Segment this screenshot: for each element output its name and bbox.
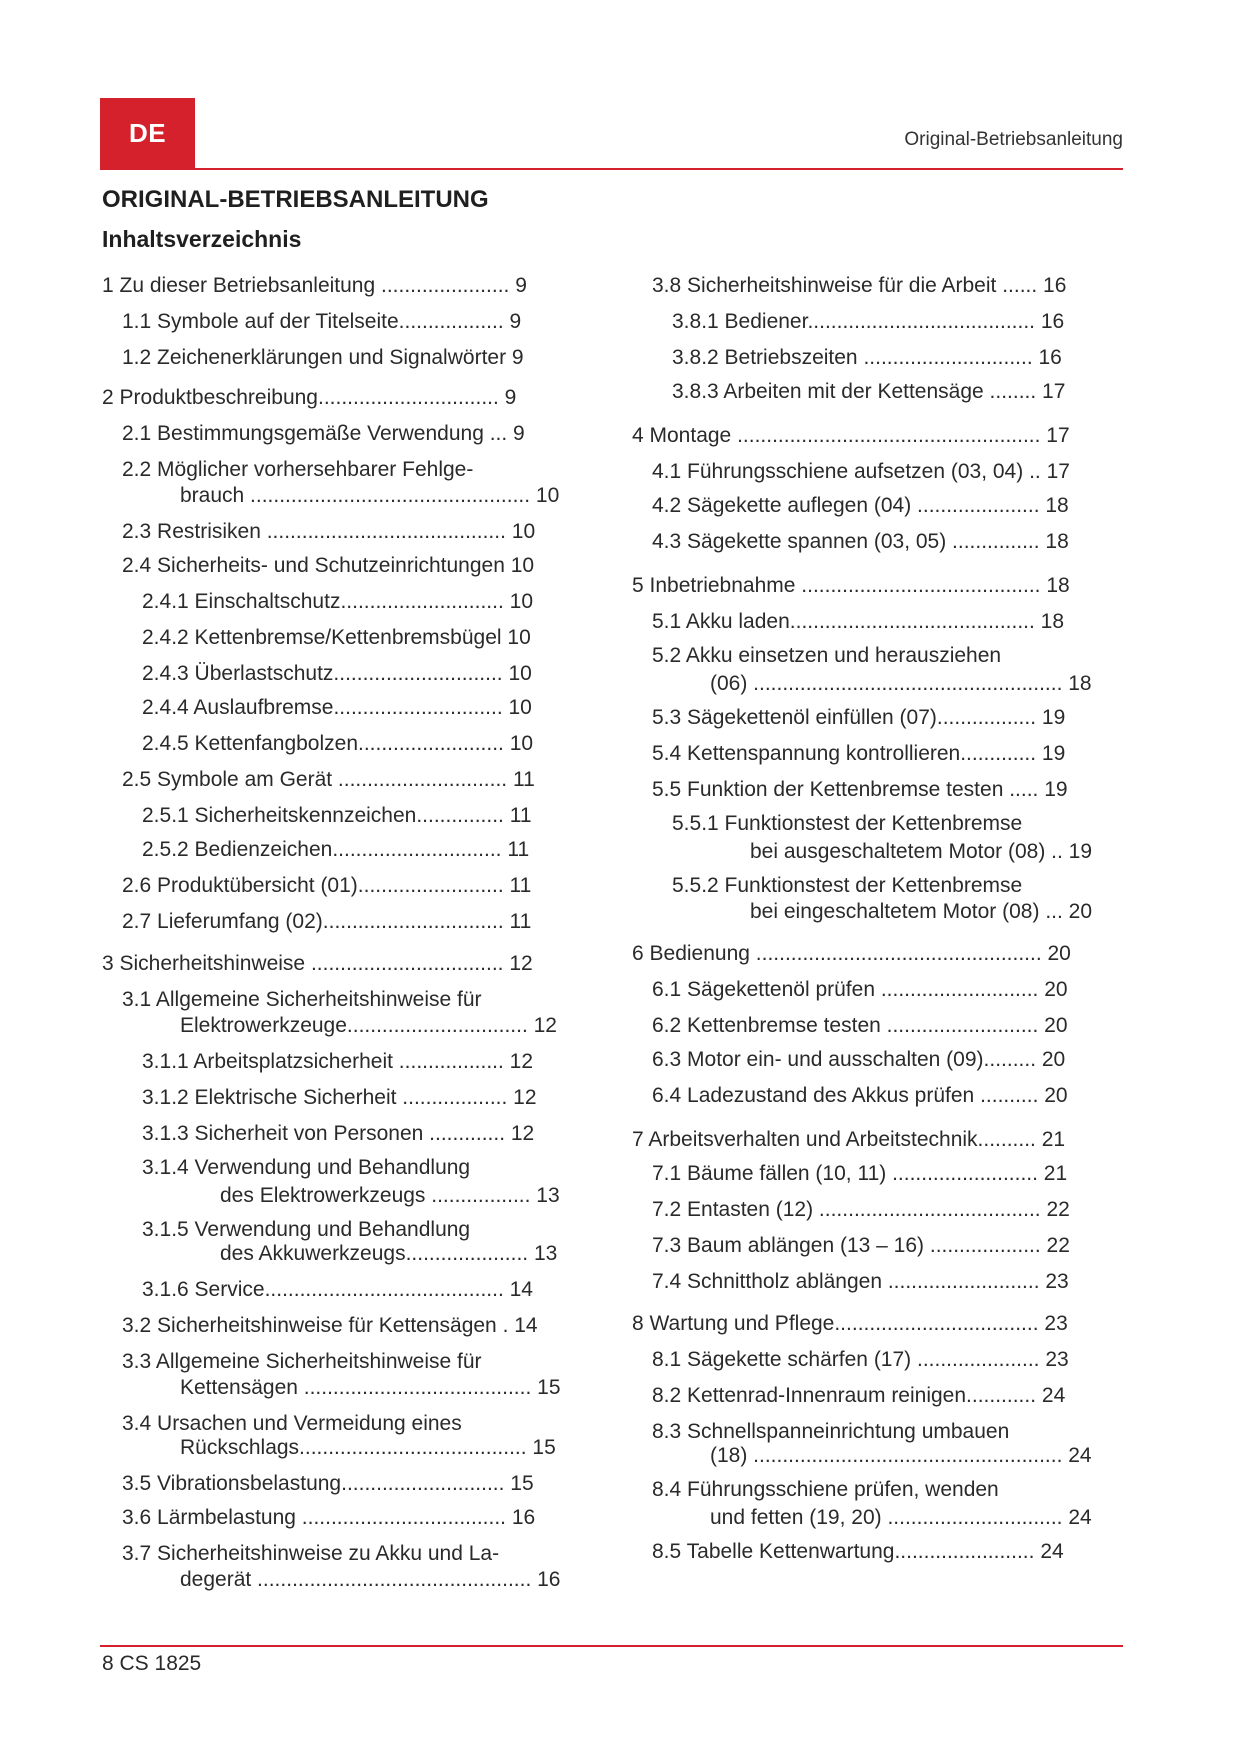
toc-entry[interactable]: 2.4.3 Überlastschutz............................. 10 bbox=[142, 662, 532, 685]
toc-entry[interactable]: 5.1 Akku laden.......................................... 18 bbox=[652, 610, 1065, 633]
language-badge: DE bbox=[100, 98, 195, 168]
toc-entry[interactable]: 6.4 Ladezustand des Akkus prüfen .......... 20 bbox=[652, 1084, 1068, 1107]
toc-entry[interactable]: 7.2 Entasten (12) ...................................... 22 bbox=[652, 1198, 1070, 1221]
toc-entry[interactable]: 3.1.3 Sicherheit von Personen ............. 12 bbox=[142, 1122, 535, 1145]
toc-entry-continuation[interactable]: degerät ............................................... 16 bbox=[180, 1568, 561, 1591]
toc-entry[interactable]: 2 Produktbeschreibung............................... 9 bbox=[102, 386, 517, 409]
toc-entry[interactable]: 2.4.5 Kettenfangbolzen......................... 10 bbox=[142, 732, 534, 755]
toc-entry[interactable]: 3.3 Allgemeine Sicherheitshinweise für bbox=[122, 1350, 482, 1373]
toc-entry[interactable]: 3.4 Ursachen und Vermeidung eines bbox=[122, 1412, 462, 1435]
toc-entry[interactable]: 3.1.5 Verwendung und Behandlung bbox=[142, 1218, 471, 1241]
toc-entry[interactable]: 5.3 Sägekettenöl einfüllen (07)................. 19 bbox=[652, 706, 1066, 729]
toc-entry[interactable]: 8.5 Tabelle Kettenwartung........................ 24 bbox=[652, 1540, 1064, 1563]
running-title: Original-Betriebsanleitung bbox=[904, 129, 1123, 150]
toc-entry[interactable]: 4.2 Sägekette auflegen (04) ..................... 18 bbox=[652, 494, 1069, 517]
toc-entry[interactable]: 8 Wartung und Pflege................................... 23 bbox=[632, 1312, 1068, 1335]
toc-entry[interactable]: 3.2 Sicherheitshinweise für Kettensägen . 14 bbox=[122, 1314, 538, 1337]
toc-entry[interactable]: 2.7 Lieferumfang (02)............................... 11 bbox=[122, 910, 532, 933]
toc-entry[interactable]: 7.1 Bäume fällen (10, 11) ......................... 21 bbox=[652, 1162, 1068, 1185]
toc-entry[interactable]: 3.7 Sicherheitshinweise zu Akku und La- bbox=[122, 1542, 500, 1565]
toc-entry[interactable]: 7.4 Schnittholz ablängen .......................... 23 bbox=[652, 1270, 1069, 1293]
toc-entry[interactable]: 2.4 Sicherheits- und Schutzeinrichtungen 10 bbox=[122, 554, 535, 577]
toc-entry[interactable]: 6 Bedienung ................................................. 20 bbox=[632, 942, 1071, 965]
toc-entry[interactable]: 3.1.2 Elektrische Sicherheit .................. 12 bbox=[142, 1086, 537, 1109]
document-title: ORIGINAL-BETRIEBSANLEITUNG bbox=[102, 186, 489, 213]
toc-entry[interactable]: 2.4.1 Einschaltschutz............................ 10 bbox=[142, 590, 534, 613]
toc-entry-continuation[interactable]: des Akkuwerkzeugs..................... 13 bbox=[220, 1242, 558, 1265]
toc-entry[interactable]: 8.1 Sägekette schärfen (17) ..................... 23 bbox=[652, 1348, 1069, 1371]
toc-entry[interactable]: 6.1 Sägekettenöl prüfen ........................... 20 bbox=[652, 978, 1068, 1001]
toc-entry[interactable]: 3.8.2 Betriebszeiten ............................. 16 bbox=[672, 346, 1062, 369]
toc-entry[interactable]: 7 Arbeitsverhalten und Arbeitstechnik.......... 21 bbox=[632, 1128, 1066, 1151]
toc-entry-continuation[interactable]: des Elektrowerkzeugs ................. 13 bbox=[220, 1184, 560, 1207]
toc-entry[interactable]: 8.4 Führungsschiene prüfen, wenden bbox=[652, 1478, 999, 1501]
toc-entry-continuation[interactable]: brauch ................................................ 10 bbox=[180, 484, 560, 507]
toc-entry[interactable]: 5.5.1 Funktionstest der Kettenbremse bbox=[672, 812, 1023, 835]
toc-entry[interactable]: 8.3 Schnellspanneinrichtung umbauen bbox=[652, 1420, 1010, 1443]
toc-entry[interactable]: 3.5 Vibrationsbelastung............................ 15 bbox=[122, 1472, 534, 1495]
toc-entry[interactable]: 2.1 Bestimmungsgemäße Verwendung ... 9 bbox=[122, 422, 525, 445]
toc-entry-continuation[interactable]: bei eingeschaltetem Motor (08) ... 20 bbox=[750, 900, 1093, 923]
toc-entry[interactable]: 3.1 Allgemeine Sicherheitshinweise für bbox=[122, 988, 482, 1011]
toc-entry[interactable]: 5.5 Funktion der Kettenbremse testen ..... 19 bbox=[652, 778, 1068, 801]
toc-entry-continuation[interactable]: (06) ..................................................... 18 bbox=[710, 672, 1092, 695]
toc-entry[interactable]: 2.6 Produktübersicht (01)......................... 11 bbox=[122, 874, 532, 897]
toc-entry[interactable]: 1.1 Symbole auf der Titelseite.................. 9 bbox=[122, 310, 522, 333]
toc-entry[interactable]: 3.8.1 Bediener....................................... 16 bbox=[672, 310, 1065, 333]
header-rule bbox=[100, 168, 1123, 170]
toc-entry[interactable]: 3.1.6 Service......................................... 14 bbox=[142, 1278, 533, 1301]
toc-entry-continuation[interactable]: Rückschlags....................................... 15 bbox=[180, 1436, 556, 1459]
toc-entry-continuation[interactable]: Kettensägen ....................................... 15 bbox=[180, 1376, 561, 1399]
toc-entry[interactable]: 2.3 Restrisiken ......................................... 10 bbox=[122, 520, 536, 543]
toc-entry[interactable]: 4.3 Sägekette spannen (03, 05) ............... 18 bbox=[652, 530, 1069, 553]
toc-entry[interactable]: 3.1.1 Arbeitsplatzsicherheit .................. 12 bbox=[142, 1050, 534, 1073]
toc-entry[interactable]: 4 Montage .................................................... 17 bbox=[632, 424, 1070, 447]
toc-entry[interactable]: 1.2 Zeichenerklärungen und Signalwörter 9 bbox=[122, 346, 524, 369]
toc-entry[interactable]: 1 Zu dieser Betriebsanleitung ...................... 9 bbox=[102, 274, 527, 297]
toc-entry[interactable]: 3.6 Lärmbelastung ................................... 16 bbox=[122, 1506, 536, 1529]
toc-entry[interactable]: 6.2 Kettenbremse testen .......................... 20 bbox=[652, 1014, 1068, 1037]
toc-entry[interactable]: 7.3 Baum ablängen (13 – 16) ................... 22 bbox=[652, 1234, 1070, 1257]
toc-entry[interactable]: 3.1.4 Verwendung und Behandlung bbox=[142, 1156, 471, 1179]
toc-entry[interactable]: 5.5.2 Funktionstest der Kettenbremse bbox=[672, 874, 1023, 897]
toc-heading: Inhaltsverzeichnis bbox=[102, 226, 302, 252]
toc-entry-continuation[interactable]: bei ausgeschaltetem Motor (08) .. 19 bbox=[750, 840, 1093, 863]
toc-entry-continuation[interactable]: Elektrowerkzeuge............................... 12 bbox=[180, 1014, 557, 1037]
toc-entry-continuation[interactable]: (18) ..................................................... 24 bbox=[710, 1444, 1092, 1467]
toc-entry[interactable]: 2.4.2 Kettenbremse/Kettenbremsbügel 10 bbox=[142, 626, 531, 649]
toc-entry[interactable]: 5.4 Kettenspannung kontrollieren............. 19 bbox=[652, 742, 1066, 765]
page-footer: 8 CS 1825 bbox=[102, 1652, 202, 1675]
toc-entry[interactable]: 2.2 Möglicher vorhersehbarer Fehlge- bbox=[122, 458, 474, 481]
footer-rule bbox=[100, 1645, 1123, 1647]
toc-entry[interactable]: 3.8.3 Arbeiten mit der Kettensäge ........ 17 bbox=[672, 380, 1066, 403]
toc-entry[interactable]: 5.2 Akku einsetzen und herausziehen bbox=[652, 644, 1002, 667]
toc-entry[interactable]: 2.4.4 Auslaufbremse............................. 10 bbox=[142, 696, 532, 719]
toc-entry[interactable]: 2.5 Symbole am Gerät ............................. 11 bbox=[122, 768, 535, 791]
toc-entry[interactable]: 2.5.2 Bedienzeichen............................. 11 bbox=[142, 838, 530, 861]
toc-entry[interactable]: 8.2 Kettenrad-Innenraum reinigen............ 24 bbox=[652, 1384, 1066, 1407]
toc-entry[interactable]: 5 Inbetriebnahme ......................................... 18 bbox=[632, 574, 1070, 597]
toc-entry[interactable]: 4.1 Führungsschiene aufsetzen (03, 04) .. 17 bbox=[652, 460, 1070, 483]
toc-entry[interactable]: 3 Sicherheitshinweise ................................. 12 bbox=[102, 952, 533, 975]
toc-entry[interactable]: 2.5.1 Sicherheitskennzeichen............... 11 bbox=[142, 804, 532, 827]
toc-entry[interactable]: 6.3 Motor ein- und ausschalten (09)......... 20 bbox=[652, 1048, 1066, 1071]
toc-entry[interactable]: 3.8 Sicherheitshinweise für die Arbeit ...... 16 bbox=[652, 274, 1067, 297]
toc-entry-continuation[interactable]: und fetten (19, 20) .............................. 24 bbox=[710, 1506, 1092, 1529]
